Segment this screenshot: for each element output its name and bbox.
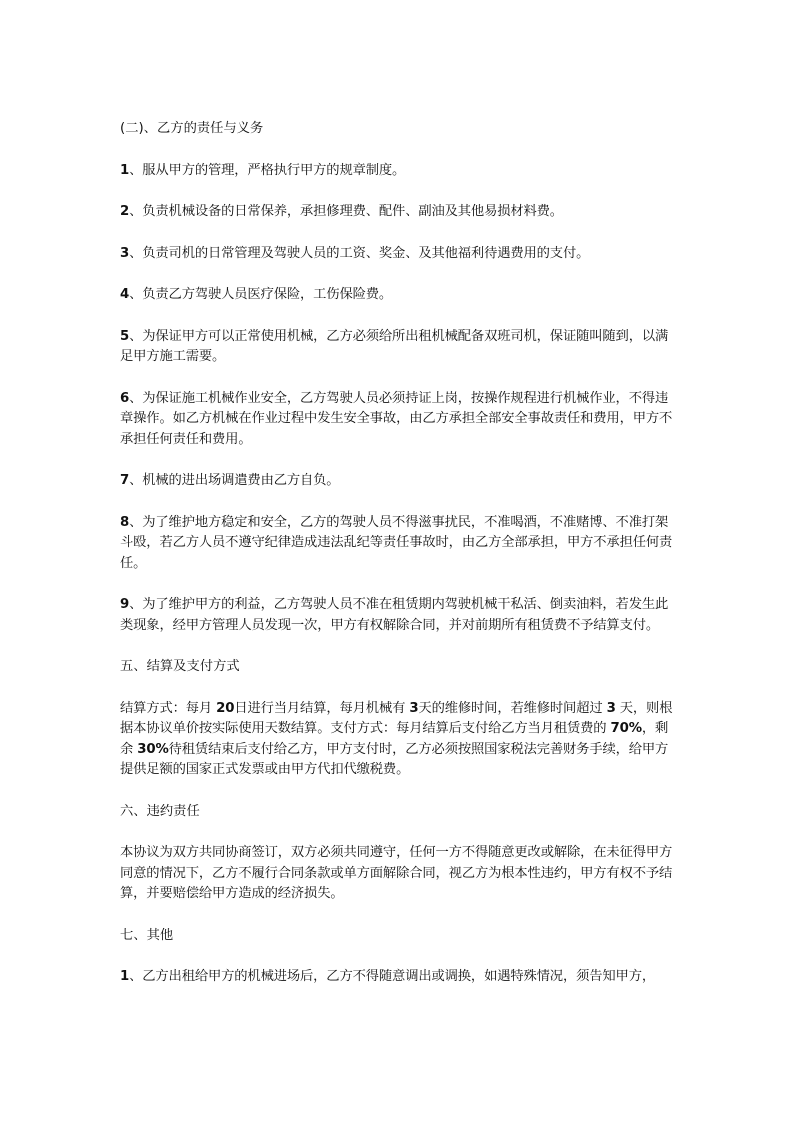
clause-4 bbox=[120, 285, 680, 306]
clause-text: 、乙方出租给甲方的机械进场后，乙方不得随意调出或调换，如遇特殊情况，须告知甲方， bbox=[129, 969, 655, 984]
clause-2 bbox=[120, 202, 680, 223]
settlement-text-2: 日进行当月结算，每月机械有 bbox=[234, 700, 410, 716]
clause-text: 、服从甲方的管理，严格执行甲方的规章制度。 bbox=[129, 162, 406, 178]
section-heading-breach: 六、违约责任 bbox=[120, 803, 200, 819]
settlement-percent-70: 70% bbox=[610, 721, 642, 736]
other-clause-1 bbox=[120, 967, 680, 988]
clause-number: 3 bbox=[120, 245, 130, 261]
settlement-text-8: ，剩余 bbox=[120, 721, 669, 757]
clause-9 bbox=[120, 595, 680, 636]
settlement-number-3a: 3 bbox=[409, 700, 419, 716]
breach-paragraph: 本协议为双方共同协商签订，双方必须共同遵守，任何一方不得随意更改或解除，在未征得甲方同意的情况下，乙方不履行合同条款或单方面解除合同，视乙方为根本性违约，甲方有权不予结算，并要赔偿给甲方造成的经济损失。 bbox=[120, 845, 673, 901]
section-heading-responsibilities: (二)、乙方的责任与义务 bbox=[120, 121, 264, 136]
settlement-text-6: 天，则根据本协议单价按实际使用天数结算。支付方式：每月结算后支付给乙方当月租赁费的 bbox=[120, 700, 673, 736]
settlement-paragraph bbox=[120, 699, 680, 781]
clause-text: 、为了维护地方稳定和安全，乙方的驾驶人员不得滋事扰民，不准喝酒，不准赌博、不准打架斗殴，若乙方人员不遵守纪律造成违法乱纪等责任事故时，由乙方全部承担，甲方不承担任何责任。 bbox=[120, 514, 673, 571]
clause-number: 9 bbox=[120, 597, 130, 612]
section-heading-other: 七、其他 bbox=[120, 927, 174, 943]
settlement-number-20: 20 bbox=[216, 700, 235, 716]
section-heading-settlement: 五、结算及支付方式 bbox=[120, 659, 240, 674]
settlement-text-4: 天的维修时间，若维修时间超过 bbox=[418, 700, 607, 716]
clause-number: 6 bbox=[120, 390, 130, 406]
settlement-number-3b: 3 bbox=[606, 700, 616, 716]
clause-text: 、为保证施工机械作业安全，乙方驾驶人员必须持证上岗，按操作规程进行机械作业，不得违章操作。如乙方机械在作业过程中发生安全事故，由乙方承担全部安全事故责任和费用，甲方不承担任何责任和费用。 bbox=[120, 390, 673, 447]
clause-1 bbox=[120, 161, 680, 182]
clause-number: 8 bbox=[120, 514, 130, 530]
settlement-percent-30: 30% bbox=[137, 741, 169, 757]
clause-8 bbox=[120, 513, 680, 575]
clause-text: 、负责机械设备的日常保养，承担修理费、配件、副油及其他易损材料费。 bbox=[129, 204, 563, 219]
settlement-text-0: 结算方式：每月 bbox=[120, 700, 217, 716]
clause-text: 、负责乙方驾驶人员医疗保险，工伤保险费。 bbox=[129, 287, 393, 302]
clause-number: 2 bbox=[120, 204, 130, 219]
clause-6 bbox=[120, 389, 680, 451]
clause-number: 1 bbox=[120, 969, 130, 984]
clause-7 bbox=[120, 471, 680, 492]
clause-text: 、为保证甲方可以正常使用机械，乙方必须给所出租机械配备双班司机，保证随叫随到，以满足甲方施工需要。 bbox=[120, 328, 669, 364]
clause-number: 4 bbox=[120, 287, 130, 302]
clause-number: 5 bbox=[120, 328, 130, 344]
settlement-text-10: 待租赁结束后支付给乙方，甲方支付时，乙方必须按照国家税法完善财务手续，给甲方提供足额的国家正式发票或由甲方代扣代缴税费。 bbox=[120, 741, 669, 777]
clause-number: 1 bbox=[120, 162, 130, 178]
clause-5 bbox=[120, 327, 680, 368]
clause-text: 、机械的进出场调遣费由乙方自负。 bbox=[129, 473, 340, 488]
clause-text: 、负责司机的日常管理及驾驶人员的工资、奖金、及其他福利待遇费用的支付。 bbox=[129, 245, 590, 261]
clause-3 bbox=[120, 244, 680, 265]
clause-text: 、为了维护甲方的利益，乙方驾驶人员不准在租赁期内驾驶机械干私活、倒卖油料，若发生此类现象，经甲方管理人员发现一次，甲方有权解除合同，并对前期所有租赁费不予结算支付。 bbox=[120, 597, 669, 633]
clause-number: 7 bbox=[120, 473, 130, 488]
document-page bbox=[120, 119, 680, 1009]
